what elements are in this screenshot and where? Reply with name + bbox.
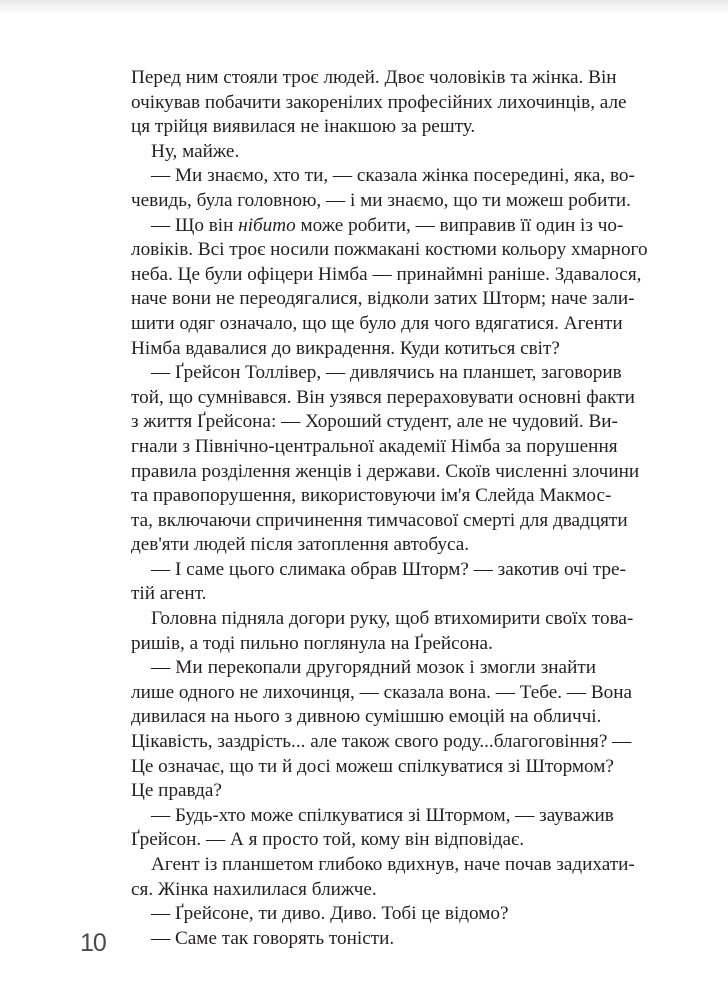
text-line: Це означає, що ти й досі можеш спілкуватися зі Штормом? <box>131 755 614 777</box>
text-line: Це правда? <box>131 780 222 802</box>
text-line: дев'яти людей після затоплення автобуса. <box>131 534 470 556</box>
text-line: правила розділення женців і держави. Скоїв численні злочини <box>131 460 640 482</box>
text-line: тій агент. <box>131 583 207 605</box>
text-line: — І саме цього слимака обрав Шторм? — закотив очі тре- <box>151 558 626 580</box>
text-line: — Ми знаємо, хто ти, — сказала жінка посередині, яка, во- <box>151 165 635 187</box>
text-line: гнали з Північно-центральної академії Німба за порушення <box>131 435 618 457</box>
text-line: з життя Ґрейсона: — Хороший студент, але не чудовий. Ви- <box>131 411 618 433</box>
text-line: — Будь-хто може спілкуватися зі Штормом, — зауважив <box>151 804 614 826</box>
text-line: той, що сумнівався. Він узявся перераховувати основні факти <box>131 386 635 408</box>
text-line: — Ґрейсоне, ти диво. Диво. Тобі це відомо? <box>151 903 509 925</box>
text-line: ришів, а тоді пильно поглянула на Ґрейсона. <box>131 632 493 654</box>
text-line: чевидь, була головною, — і ми знаємо, що ти можеш робити. <box>131 189 631 211</box>
text-line: Ґрейсон. — А я просто той, кому він відповідає. <box>131 829 525 851</box>
text-line: — Ми перекопали другорядний мозок і змогли знайти <box>151 657 596 679</box>
text-line: ловіків. Всі троє носили пожмакані костюми кольору хмарного <box>131 239 648 261</box>
text-line: Агент із планшетом глибоко вдихнув, наче почав задихати- <box>151 854 635 875</box>
page-top-edge <box>0 0 728 14</box>
body-text <box>131 66 648 951</box>
text-line: очікував побачити закоренілих професійних лихочинців, але <box>131 91 627 113</box>
text-line: — Ґрейсон Толлівер, — дивлячись на планшет, заговорив <box>151 362 622 384</box>
page-number: 10 <box>80 929 106 957</box>
text-line: Цікавість, заздрість... але також свого роду...благоговіння? — <box>131 731 632 753</box>
text-line: та, включаючи спричинення тимчасової смерті для двадцяти <box>131 509 628 531</box>
text-line: шити одяг означало, що ще було для чого вдягатися. Агенти <box>131 312 623 334</box>
text-line: — Саме так говорять тоністи. <box>151 927 395 949</box>
text-line: лише одного не лихочинця, — сказала вона. — Тебе. — Вона <box>131 681 633 703</box>
text-line: неба. Це були офіцери Німба — принаймні раніше. Здавалося, <box>131 263 642 285</box>
text-line: Німба вдавалися до викрадення. Куди котиться світ? <box>131 337 560 359</box>
text-line: дивилася на нього з дивною сумішшю емоцій на обличчі. <box>131 706 602 728</box>
text-line: ся. Жінка нахилилася ближче. <box>131 878 377 900</box>
text-line: Головна підняла догори руку, щоб втихомирити своїх това- <box>151 608 634 630</box>
emphasized-word: нібито <box>238 214 296 236</box>
text-line: Перед ним стояли троє людей. Двоє чоловіків та жінка. Він <box>131 67 617 88</box>
text-line: наче вони не переодягалися, відколи затих Шторм; наче зали- <box>131 288 635 310</box>
text-line: ця трійця виявилася не інакшою за решту. <box>131 116 476 138</box>
text-line: Ну, майже. <box>151 140 240 162</box>
text-line: та правопорушення, використовуючи ім'я Слейда Макмос- <box>131 485 612 507</box>
text-line: — Що він нібито може робити, — виправив її один із чо- <box>151 214 624 236</box>
